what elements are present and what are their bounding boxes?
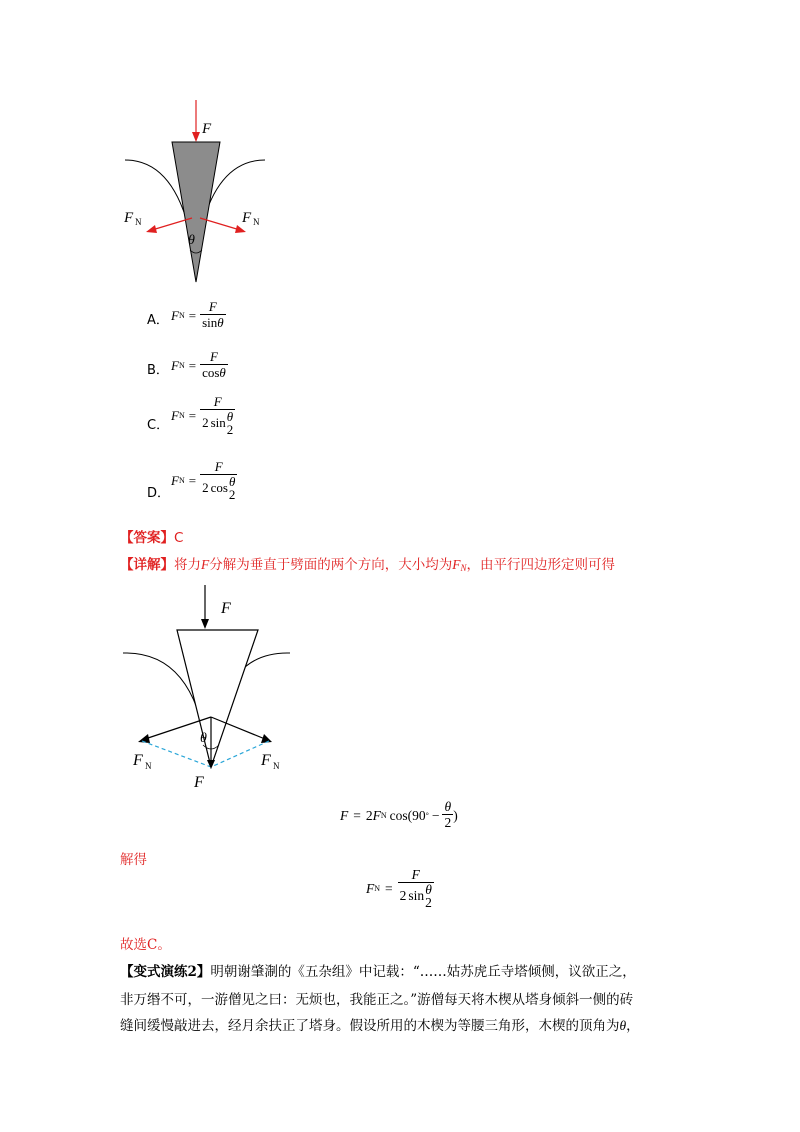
gray-wedge <box>172 142 220 282</box>
svg-text:N: N <box>135 217 142 227</box>
svg-text:N: N <box>145 761 152 771</box>
option-d[interactable]: D． F N = F 2 cos θ 2 <box>147 459 236 502</box>
label-FN-left: F <box>124 210 134 226</box>
label-theta: θ <box>200 731 207 746</box>
wedge-figure-2 <box>115 585 305 800</box>
variant-line-3: 缝间缓慢敲进去，经月余扶正了塔身。假设所用的木楔为等腰三角形，木楔的顶角为θ， <box>120 1018 640 1034</box>
label-FN-right: F <box>242 210 252 226</box>
option-c[interactable]: C． F N = F 2 sin θ 2 <box>147 394 234 437</box>
option-b[interactable]: B． F N = $\frac{F}{\cos\theta}$ <box>147 349 226 380</box>
force-arrow-down-icon <box>192 132 200 142</box>
equation-1: F = 2 F N cos(90 ° − $\frac{\theta}{2}$ ) <box>340 799 458 830</box>
svg-text:N: N <box>273 761 280 771</box>
solve-label: 解得 <box>120 852 147 868</box>
force-arrow-right-icon <box>235 225 246 233</box>
label-FN-right: F <box>261 752 271 769</box>
conclusion-line: 故选C。 <box>120 937 171 953</box>
answer-line: 【答案】C <box>120 530 184 546</box>
force-arrow-left-icon <box>146 225 157 233</box>
svg-text:N: N <box>253 217 260 227</box>
label-F-top: F <box>202 121 212 137</box>
label-F-top: F <box>221 600 231 617</box>
force-arrow-down-icon <box>201 619 209 629</box>
wedge-figure-1 <box>110 90 280 290</box>
resultant-arrow-icon <box>207 760 215 769</box>
label-F-bottom: F <box>194 774 204 791</box>
variant-line-2: 非万缗不可，一游僧见之曰：无烦也，我能正之。”游僧每天将木楔从塔身倾斜一侧的砖 <box>120 992 634 1008</box>
label-FN-left: F <box>133 752 143 769</box>
variant-line-1: 【变式演练2】明朝谢肇淛的《五杂组》中记载：“……姑苏虎丘寺塔倾侧，议欲正之， <box>120 964 636 980</box>
option-a[interactable]: A． F N = $\frac{F}{\sin\theta}$ <box>147 299 224 330</box>
label-theta: θ <box>188 233 195 248</box>
equation-2: F N = F 2 sin θ 2 <box>366 867 432 910</box>
explanation-line: 【详解】将力F分解为垂直于劈面的两个方向，大小均为FN，由平行四边形定则可得 <box>120 557 616 573</box>
